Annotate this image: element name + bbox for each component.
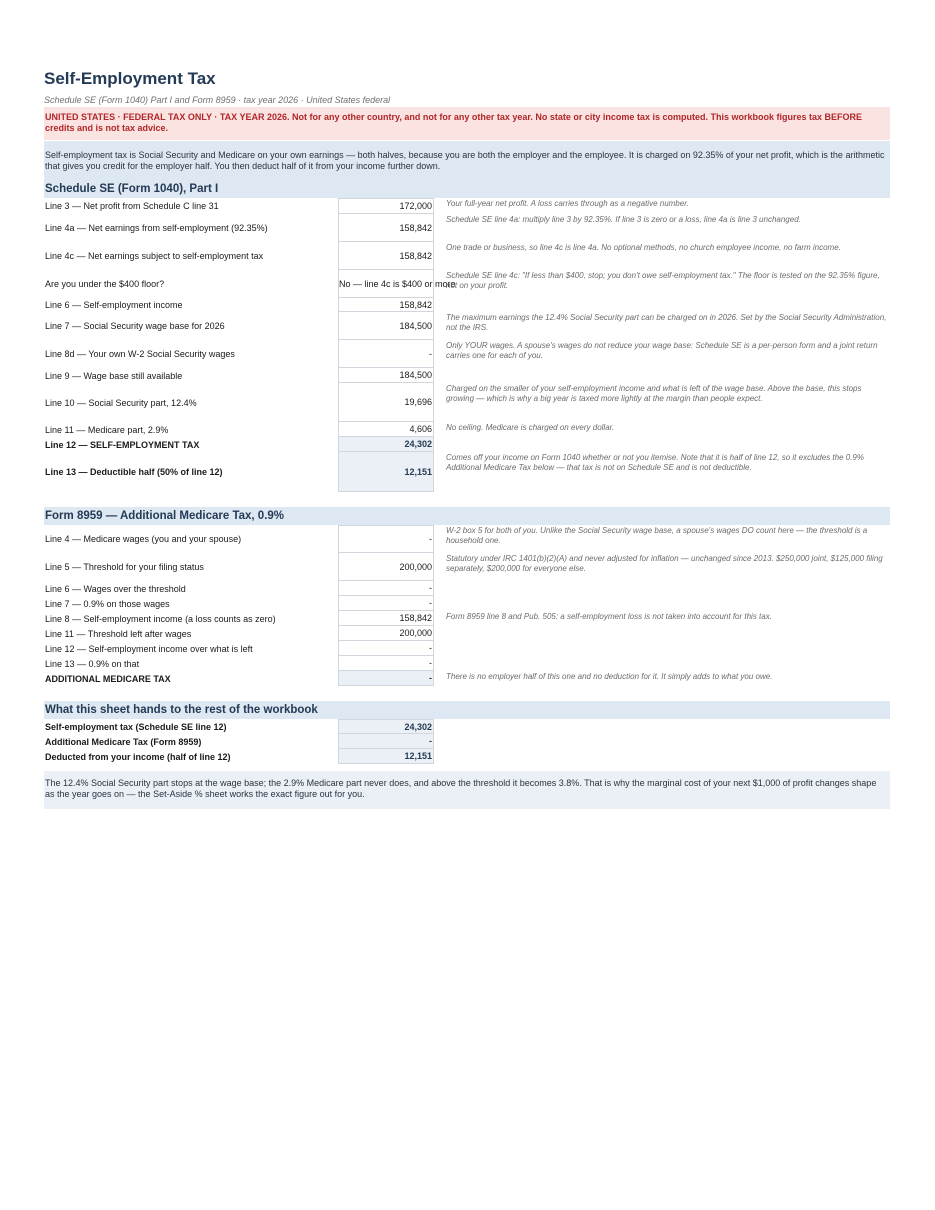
table-row xyxy=(44,242,890,270)
intro-text: Self-employment tax is Social Security and Medicare on your own earnings — both halves, because you are both the employer and the employee. It is charged on 92.35% of your net profit, which is the arithmetic that gives you credit for the employer half. You then deduct half of it from your income further down. xyxy=(44,141,890,180)
row-label: Line 13 — Deductible half (50% of line 12) xyxy=(45,467,223,477)
row-label: Line 6 — Self-employment income xyxy=(45,300,183,310)
row-note xyxy=(434,298,890,312)
table-row xyxy=(44,525,890,553)
row-label: Line 7 — Social Security wage base for 2026 xyxy=(45,321,225,331)
row-value-cell[interactable]: 4,606 xyxy=(338,422,434,437)
footer-note: The 12.4% Social Security part stops at the wage base; the 2.9% Medicare part never does, and above the threshold it becomes 3.8%. That is why the marginal cost of your next $1,000 of profit changes shape as the year goes on — the Set-Aside % sheet works the exact figure out for you. xyxy=(44,771,890,809)
row-note xyxy=(434,641,890,656)
row-value-cell[interactable]: 158,842 xyxy=(338,242,434,270)
row-note: W-2 box 5 for both of you. Unlike the Social Security wage base, a spouse's wages DO count here — the threshold is a household one. xyxy=(446,526,868,545)
row-note: Statutory under IRC 1401(b)(2)(A) and never adjusted for inflation — unchanged since 2013. $250,000 joint, $125,000 filing separately, $200,000 for everyone else. xyxy=(446,554,883,573)
row-note xyxy=(434,734,890,749)
row-label: Line 6 — Wages over the threshold xyxy=(45,583,186,594)
row-value-cell[interactable]: - xyxy=(338,734,434,749)
table-row xyxy=(44,298,890,312)
row-label: Are you under the $400 floor? xyxy=(45,279,165,289)
page-title: Self-Employment Tax xyxy=(44,69,216,88)
row-label: Line 8 — Self-employment income (a loss counts as zero) xyxy=(45,613,276,624)
row-label: Line 4 — Medicare wages (you and your spouse) xyxy=(45,534,242,544)
row-value-cell[interactable]: 200,000 xyxy=(338,626,434,641)
row-label: Line 7 — 0.9% on those wages xyxy=(45,598,170,609)
table-row xyxy=(44,581,890,596)
row-note: No ceiling. Medicare is charged on every dollar. xyxy=(446,423,615,432)
row-label: ADDITIONAL MEDICARE TAX xyxy=(45,673,171,684)
row-note xyxy=(434,656,890,671)
schedule-se-table xyxy=(44,198,890,492)
row-value-cell[interactable]: 158,842 xyxy=(338,611,434,626)
section-spacer xyxy=(44,686,890,701)
row-label: Line 4c — Net earnings subject to self-employment tax xyxy=(45,251,264,261)
row-value-cell[interactable]: - xyxy=(338,656,434,671)
section-spacer xyxy=(44,492,890,507)
row-label: Line 5 — Threshold for your filing status xyxy=(45,562,204,572)
section-handoff-header: What this sheet hands to the rest of the workbook xyxy=(44,701,890,719)
table-row xyxy=(44,749,890,764)
row-value-cell[interactable]: 184,500 xyxy=(338,368,434,383)
row-note xyxy=(434,626,890,641)
row-value-cell[interactable]: 24,302 xyxy=(338,719,434,734)
page-subtitle: Schedule SE (Form 1040) Part I and Form 8959 · tax year 2026 · United States federal xyxy=(44,95,391,105)
row-value-cell[interactable]: 158,842 xyxy=(338,298,434,312)
row-label: Line 12 — Self-employment income over what is left xyxy=(45,643,253,654)
table-row xyxy=(44,626,890,641)
table-row xyxy=(44,656,890,671)
row-note: Your full-year net profit. A loss carries through as a negative number. xyxy=(446,199,689,208)
form-8959-table xyxy=(44,525,890,686)
row-note: The maximum earnings the 12.4% Social Security part can be charged on in 2026. Set by the Social Security Administration, not the IRS. xyxy=(446,313,887,332)
table-row xyxy=(44,312,890,340)
row-label: Additional Medicare Tax (Form 8959) xyxy=(45,736,202,747)
section-form-8959-header: Form 8959 — Additional Medicare Tax, 0.9% xyxy=(44,507,890,525)
table-row xyxy=(44,198,890,214)
row-value-cell[interactable]: - xyxy=(338,340,434,368)
row-note: Comes off your income on Form 1040 whether or not you itemise. Note that it is half of line 12, so it excludes the 0.9% Additional Medicare Tax below — that tax is not on Schedule SE and is not deductible. xyxy=(446,453,864,472)
row-note xyxy=(434,749,890,764)
row-value-cell[interactable]: No — line 4c is $400 or more xyxy=(338,270,434,298)
row-label: Line 10 — Social Security part, 12.4% xyxy=(45,397,197,408)
section-schedule-se-header: Schedule SE (Form 1040), Part I xyxy=(44,180,890,198)
table-row xyxy=(44,422,890,437)
row-value-cell[interactable]: 184,500 xyxy=(338,312,434,340)
table-row xyxy=(44,452,890,492)
row-value-cell[interactable]: 19,696 xyxy=(338,383,434,422)
row-label: Self-employment tax (Schedule SE line 12) xyxy=(45,721,227,732)
row-label: Line 8d — Your own W-2 Social Security wages xyxy=(45,349,235,359)
row-note xyxy=(434,437,890,452)
row-label: Line 9 — Wage base still available xyxy=(45,370,183,381)
row-value-cell[interactable]: 200,000 xyxy=(338,553,434,581)
row-note: Schedule SE line 4a: multiply line 3 by 92.35%. If line 3 is zero or a loss, line 4a is line 3 unchanged. xyxy=(446,215,801,224)
row-note: One trade or business, so line 4c is line 4a. No optional methods, no church employee income, no farm income. xyxy=(446,243,841,252)
table-row xyxy=(44,437,890,452)
table-row xyxy=(44,611,890,626)
row-label: Line 4a — Net earnings from self-employment (92.35%) xyxy=(45,223,268,233)
table-row xyxy=(44,671,890,686)
row-note: Charged on the smaller of your self-employment income and what is left of the wage base. Above the base, this stops growing — which is why a big year is taxed more lightly at the margin than people expect. xyxy=(446,384,862,403)
table-row xyxy=(44,340,890,368)
row-note: Schedule SE line 4c: "If less than $400, stop; you don't owe self-employment tax." The floor is tested on the 92.35% figure, not on your profit. xyxy=(446,271,880,290)
row-value-cell[interactable]: - xyxy=(338,525,434,553)
table-row xyxy=(44,734,890,749)
row-note xyxy=(434,368,890,383)
row-note: There is no employer half of this one and no deduction for it. It simply adds to what you owe. xyxy=(446,672,773,681)
row-value-cell[interactable]: 24,302 xyxy=(338,437,434,452)
row-label: Line 13 — 0.9% on that xyxy=(45,658,140,669)
row-value-cell[interactable]: 158,842 xyxy=(338,214,434,242)
table-row xyxy=(44,553,890,581)
row-value-cell[interactable]: - xyxy=(338,641,434,656)
table-row xyxy=(44,719,890,734)
table-row xyxy=(44,383,890,422)
row-note xyxy=(434,596,890,611)
row-note: Form 8959 line 8 and Pub. 505: a self-employment loss is not taken into account for this tax. xyxy=(446,612,772,621)
row-value-cell[interactable]: - xyxy=(338,671,434,686)
row-note: Only YOUR wages. A spouse's wages do not reduce your wage base: Schedule SE is a per-person form and a joint return carries one for each of you. xyxy=(446,341,878,360)
table-row xyxy=(44,214,890,242)
table-row xyxy=(44,270,890,298)
table-row xyxy=(44,368,890,383)
row-label: Line 11 — Threshold left after wages xyxy=(45,628,192,639)
table-row xyxy=(44,596,890,611)
worksheet-page xyxy=(44,66,890,809)
row-value-cell[interactable]: 12,151 xyxy=(338,749,434,764)
row-label: Deducted from your income (half of line 12) xyxy=(45,751,231,762)
handoff-table xyxy=(44,719,890,764)
table-row xyxy=(44,641,890,656)
row-note xyxy=(434,719,890,734)
row-value-cell[interactable]: - xyxy=(338,596,434,611)
jurisdiction-warning: UNITED STATES · FEDERAL TAX ONLY · TAX YEAR 2026. Not for any other country, and not for any other tax year. No state or city income tax is computed. This workbook figures tax BEFORE credits and is not tax advice. xyxy=(44,107,890,140)
row-note xyxy=(434,581,890,596)
row-value-cell[interactable]: - xyxy=(338,581,434,596)
row-label: Line 3 — Net profit from Schedule C line 31 xyxy=(45,201,219,211)
row-value-cell[interactable]: 172,000 xyxy=(338,198,434,214)
row-value-cell[interactable]: 12,151 xyxy=(338,452,434,492)
row-label: Line 12 — SELF-EMPLOYMENT TAX xyxy=(45,439,200,450)
row-label: Line 11 — Medicare part, 2.9% xyxy=(45,424,169,435)
